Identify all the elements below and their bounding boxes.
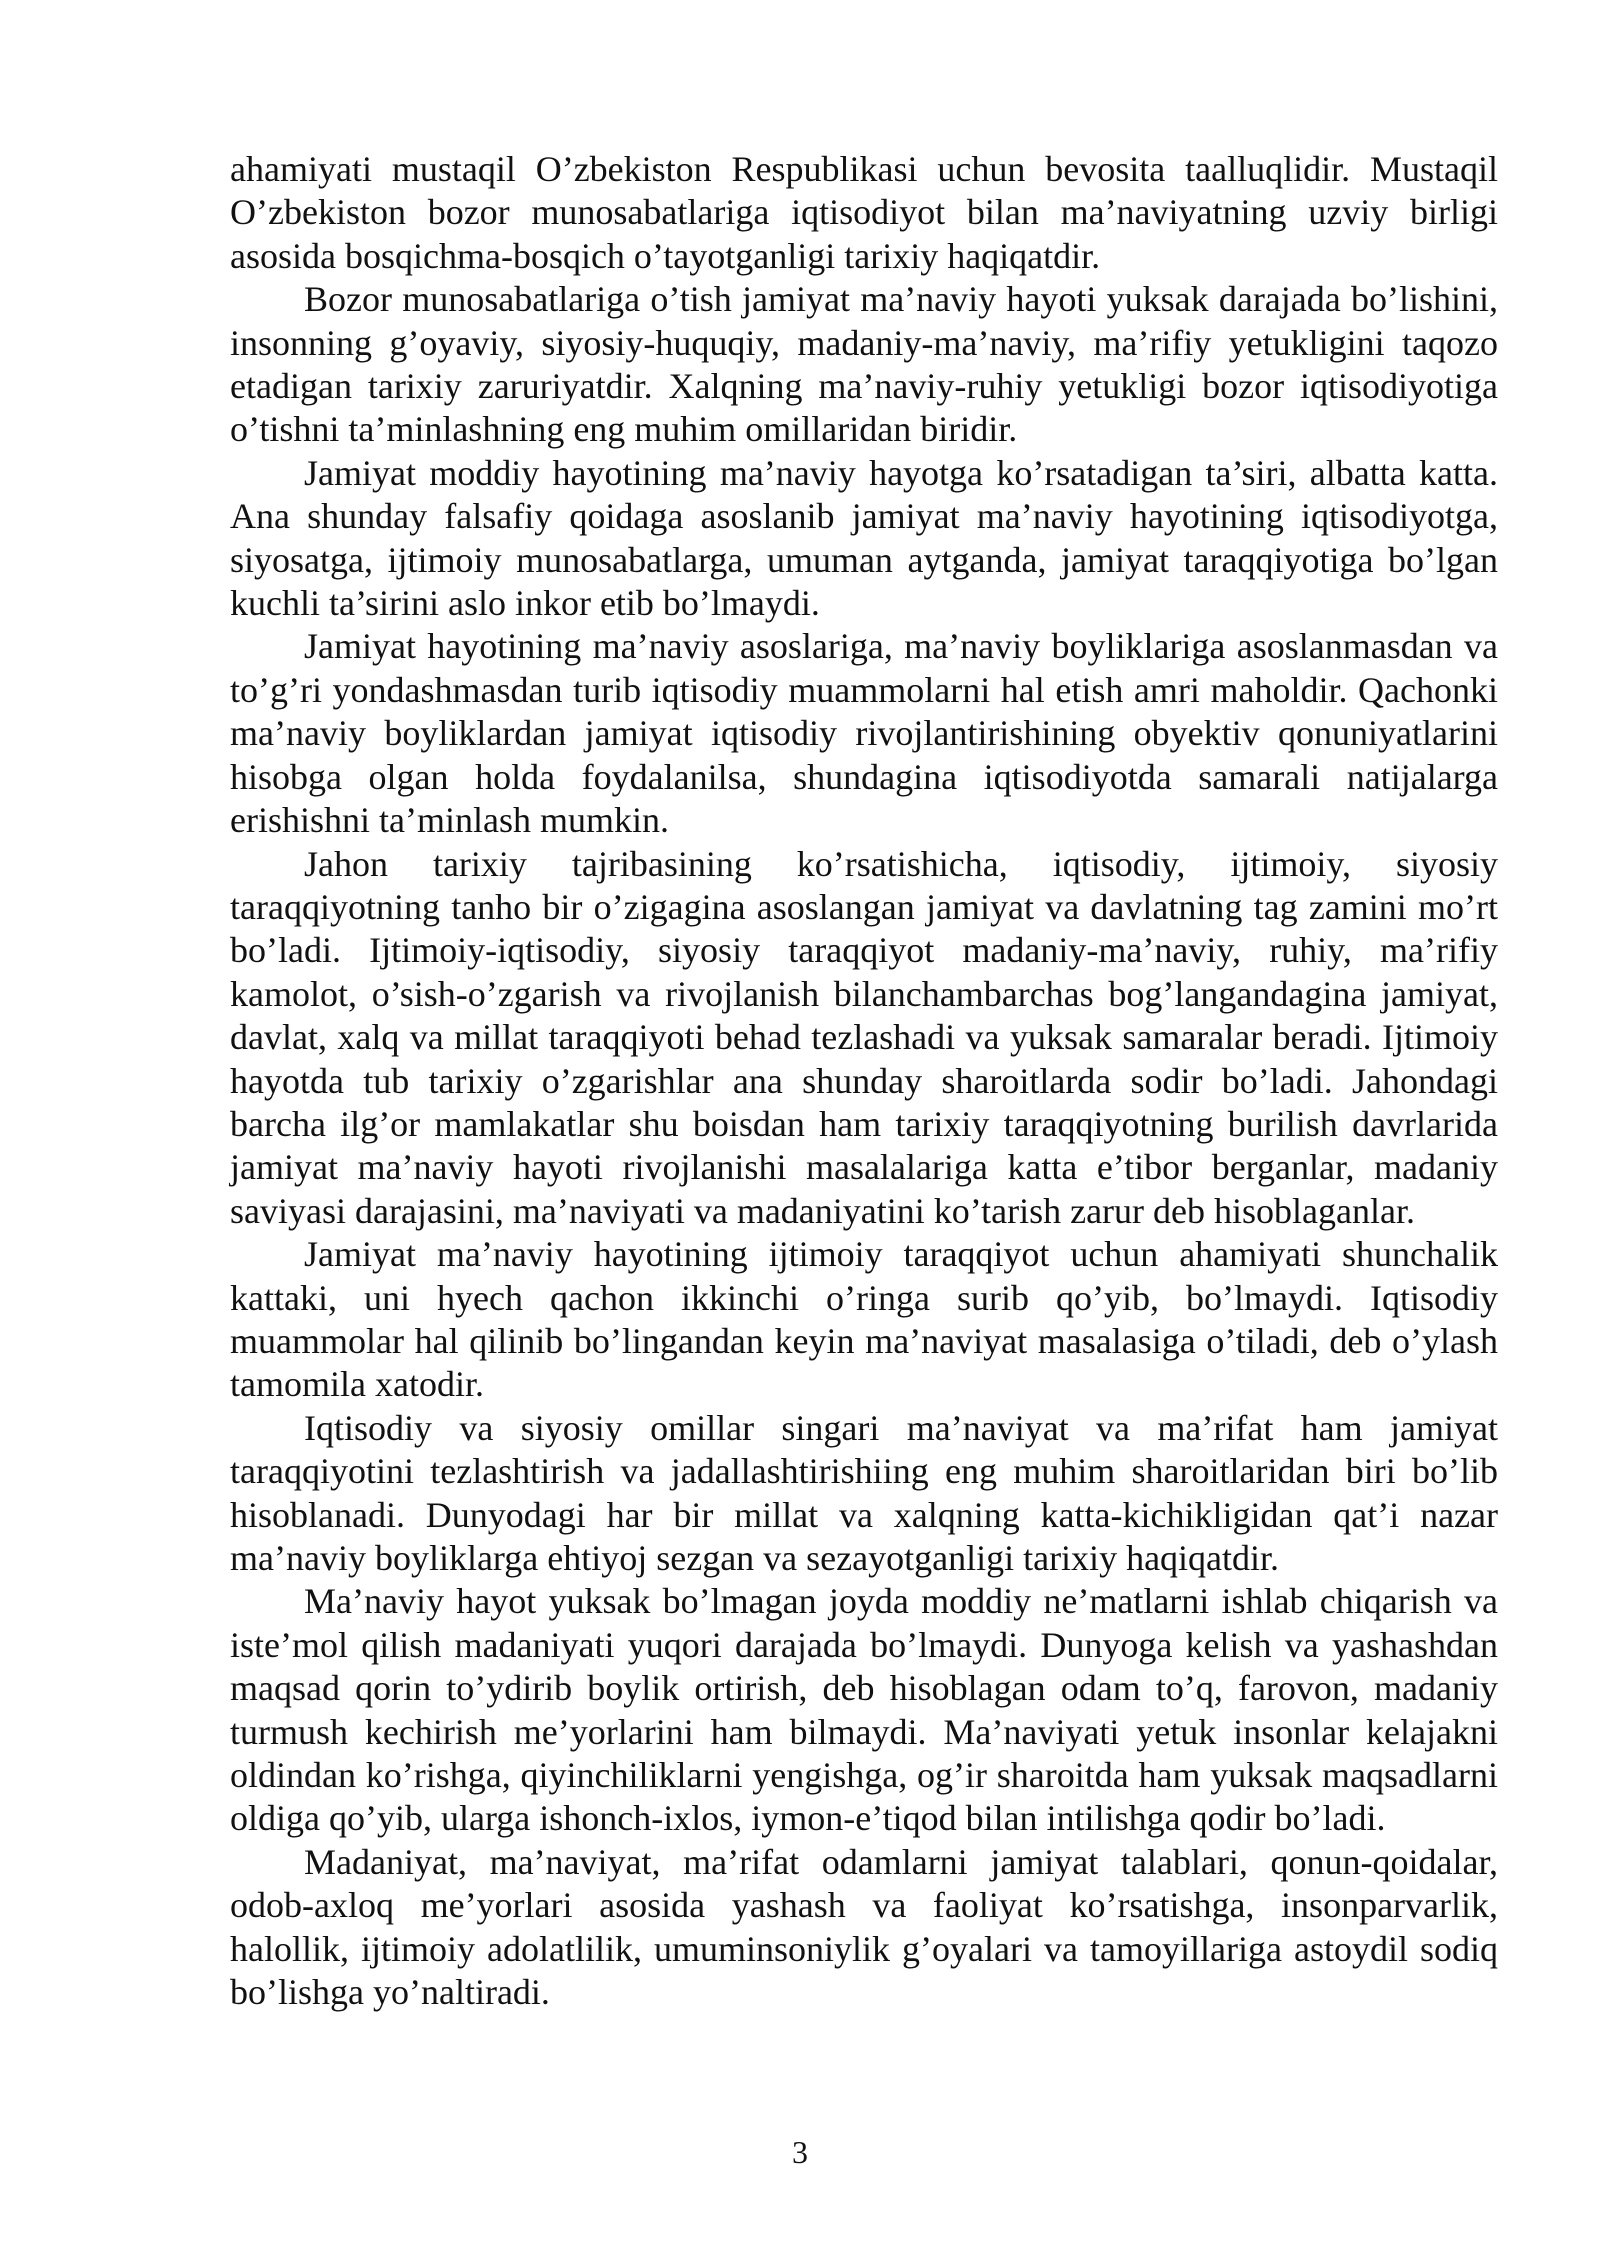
paragraph: Jamiyat hayotining ma’naviy asoslariga, ma’naviy boyliklariga asoslanmasdan va to’g’ri yondashmasdan turib iqtisodiy muammolarni hal etish amri maholdir. Qachonki ma’naviy boyliklardan jamiyat iqtisodiy rivojlantirishining obyektiv qonuniyatlarini hisobga olgan holda foydalanilsa, shundagina iqtisodiyotda samarali natijalarga erishishni ta’minlash mumkin. xyxy=(230,626,1498,841)
paragraph: Iqtisodiy va siyosiy omillar singari ma’naviyat va ma’rifat ham jamiyat taraqqiyotini tezlashtirish va jadallashtirishiing eng muhim sharoitlaridan biri bo’lib hisoblanadi. Dunyodagi har bir millat va xalqning katta-kichikligidan qat’i nazar ma’naviy boyliklarga ehtiyoj sezgan va sezayotganligi tarixiy haqiqatdir. xyxy=(230,1407,1498,1578)
paragraph: Jahon tarixiy tajribasining ko’rsatishicha, iqtisodiy, ijtimoiy, siyosiy taraqqiyotning tanho bir o’zigagina asoslangan jamiyat va davlatning tag zamini mo’rt bo’ladi. Ijtimoiy-iqtisodiy, siyosiy taraqqiyot madaniy-ma’naviy, ruhiy, ma’rifiy kamolot, o’sish-o’zgarish va rivojlanish bilanchambarchas bog’langandagina jamiyat, davlat, xalq va millat taraqqiyoti behad tezlashadi va yuksak samaralar beradi. Ijtimoiy hayotda tub tarixiy o’zgarishlar ana shunday sharoitlarda sodir bo’ladi. Jahondagi barcha ilg’or mamlakatlar shu boisdan ham tarixiy taraqqiyotning burilish davrlarida jamiyat ma’naviy hayoti rivojlanishi masalalariga katta e’tibor berganlar, madaniy saviyasi darajasini, ma’naviyati va madaniyatini ko’tarish zarur deb hisoblaganlar. xyxy=(230,843,1498,1231)
paragraph: Ma’naviy hayot yuksak bo’lmagan joyda moddiy ne’matlarni ishlab chiqarish va iste’mol qilish madaniyati yuqori darajada bo’lmaydi. Dunyoga kelish va yashashdan maqsad qorin to’ydirib boylik ortirish, deb hisoblagan odam to’q, farovon, madaniy turmush kechirish me’yorlarini ham bilmaydi. Ma’naviyati yetuk insonlar kelajakni oldindan ko’rishga, qiyinchiliklarni yengishga, og’ir sharoitda ham yuksak maqsadlarni oldiga qo’yib, ularga ishonch-ixlos, iymon-e’tiqod bilan intilishga qodir bo’ladi. xyxy=(230,1581,1498,1839)
paragraph: ahamiyati mustaqil O’zbekiston Respublikasi uchun bevosita taalluqlidir. Mustaqil O’zbekiston bozor munosabatlariga iqtisodiyot bilan ma’naviyatning uzviy birligi asosida bosqichma-bosqich o’tayotganligi tarixiy haqiqatdir. xyxy=(230,149,1498,276)
paragraph: Madaniyat, ma’naviyat, ma’rifat odamlarni jamiyat talablari, qonun-qoidalar, odob-axloq me’yorlari asosida yashash va faoliyat ko’rsatishga, insonparvarlik, halollik, ijtimoiy adolatlilik, umuminsoniylik g’oyalari va tamoyillariga astoydil sodiq bo’lishga yo’naltiradi. xyxy=(230,1841,1498,2013)
page-body xyxy=(230,148,1498,2014)
paragraph: Jamiyat ma’naviy hayotining ijtimoiy taraqqiyot uchun ahamiyati shunchalik kattaki, uni hyech qachon ikkinchi o’ringa surib qo’yib, bo’lmaydi. Iqtisodiy muammolar hal qilinib bo’lingandan keyin ma’naviyat masalasiga o’tiladi, deb o’ylash tamomila xatodir. xyxy=(230,1234,1498,1405)
paragraph: Jamiyat moddiy hayotining ma’naviy hayotga ko’rsatadigan ta’siri, albatta katta. Ana shunday falsafiy qoidaga asoslanib jamiyat ma’naviy hayotining iqtisodiyotga, siyosatga, ijtimoiy munosabatlarga, umuman aytganda, jamiyat taraqqiyotiga bo’lgan kuchli ta’sirini aslo inkor etib bo’lmaydi. xyxy=(230,452,1498,624)
page-number: 3 xyxy=(792,2134,808,2170)
paragraph: Bozor munosabatlariga o’tish jamiyat ma’naviy hayoti yuksak darajada bo’lishini, insonning g’oyaviy, siyosiy-huquqiy, madaniy-ma’naviy, ma’rifiy yetukligini taqozo etadigan tarixiy zaruriyatdir. Xalqning ma’naviy-ruhiy yetukligi bozor iqtisodiyotiga o’tishni ta’minlashning eng muhim omillaridan biridir. xyxy=(230,279,1498,450)
